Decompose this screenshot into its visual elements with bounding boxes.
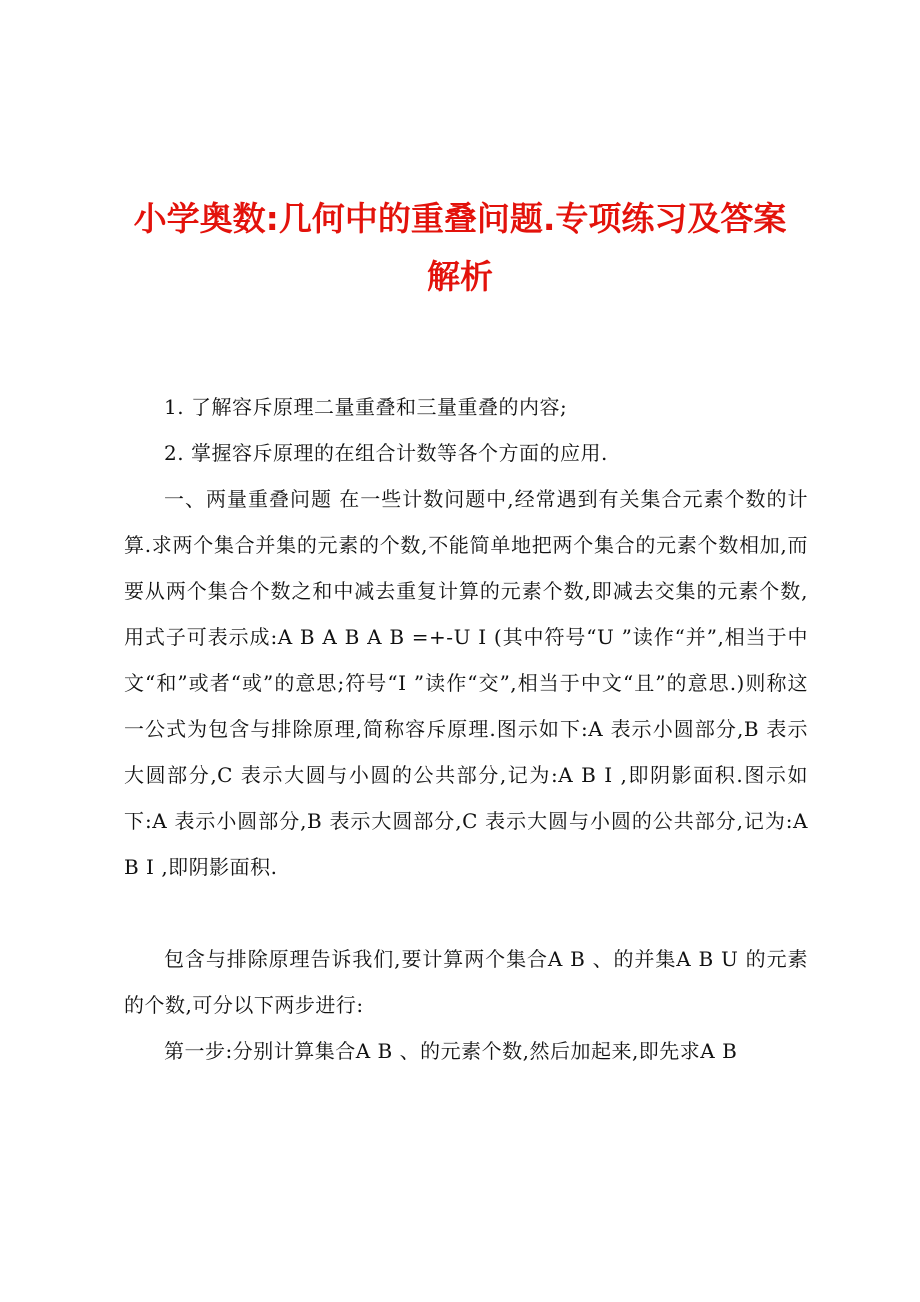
title-line-2: 解析 xyxy=(427,257,493,296)
inclusion-exclusion-intro: 包含与排除原理告诉我们,要计算两个集合A B 、的并集A B U 的元素的个数,可分以下两步进行: xyxy=(124,947,808,1017)
objective-1: 1. 了解容斥原理二量重叠和三量重叠的内容; xyxy=(164,395,568,419)
document-title xyxy=(100,190,820,306)
section-two-set-overlap: 一、两量重叠问题 在一些计数问题中,经常遇到有关集合元素个数的计算.求两个集合并集的元素的个数,不能简单地把两个集合的元素个数相加,而要从两个集合个数之和中减去重复计算的元素个数,即减去交集的元素个数,用式子可表示成:A B A B A B =+-U I (其中符号“U ”读作“并”,相当于中文“和”或者“或”的意思;符号“I ”读作“交”,相当于中文“且”的意思.)则称这一公式为包含与排除原理,简称容斥原理.图示如下:A 表示小圆部分,B 表示大圆部分,C 表示大圆与小圆的公共部分,记为:A B I ,即阴影面积.图示如下:A 表示小圆部分,B 表示大圆部分,C 表示大圆与小圆的公共部分,记为:A B I ,即阴影面积. xyxy=(124,487,808,879)
step-one: 第一步:分别计算集合A B 、的元素个数,然后加起来,即先求A B xyxy=(164,1039,738,1063)
title-line-1: 小学奥数:几何中的重叠问题.专项练习及答案 xyxy=(133,199,787,238)
document-body xyxy=(124,384,808,1074)
objective-2: 2. 掌握容斥原理的在组合计数等各个方面的应用. xyxy=(164,441,608,465)
